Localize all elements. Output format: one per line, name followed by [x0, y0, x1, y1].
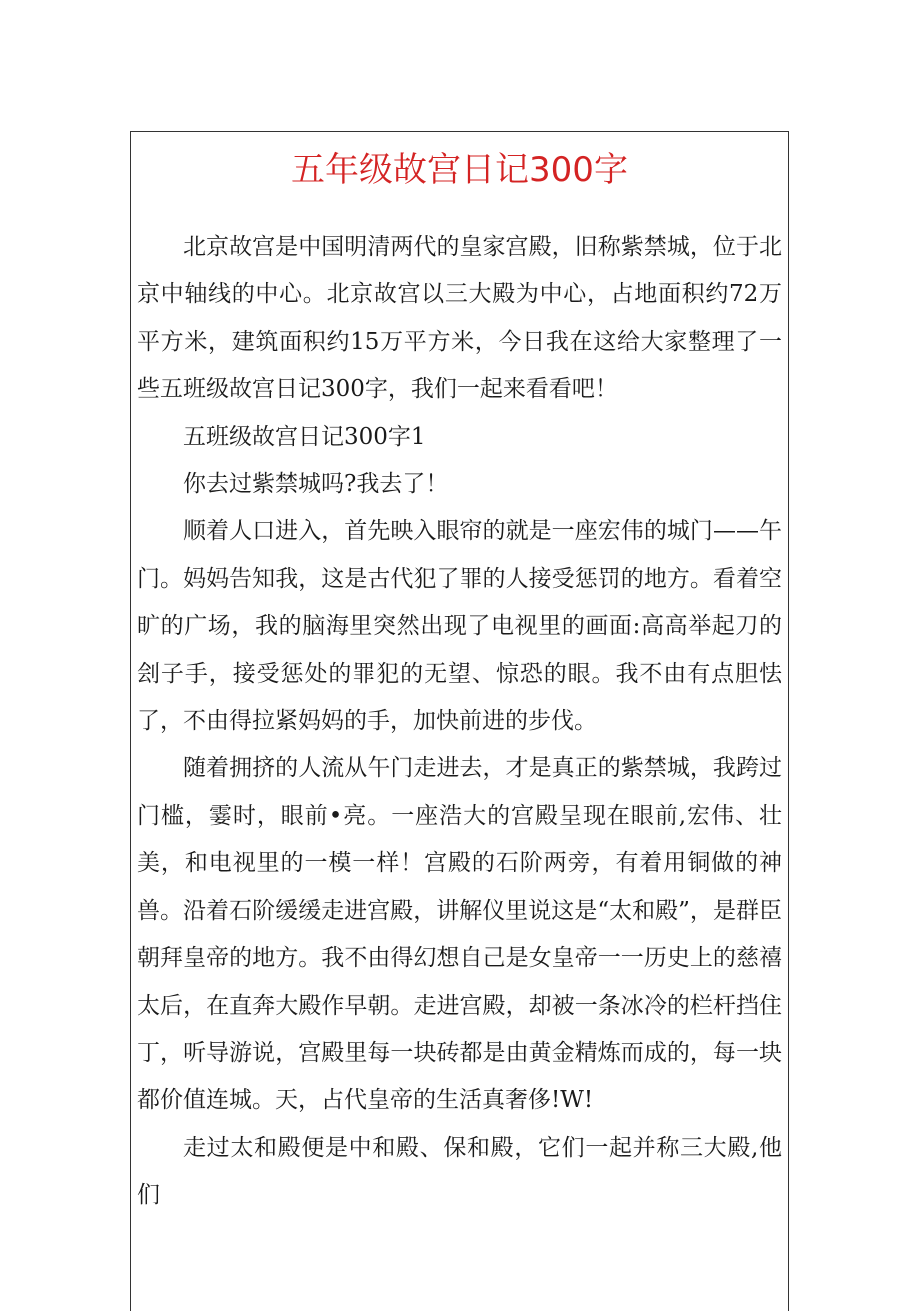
paragraph-intro: 北京故宫是中国明清两代的皇家宫殿，旧称紫禁城，位于北京中轴线的中心。北京故宫以三大殿为中心，占地面积约72万平方米，建筑面积约15万平方米，今日我在这给大家整理了一些五班级故宫日记300字，我们一起来看看吧！: [137, 234, 782, 403]
paragraph-wumen: 顺着人口进入，首先映入眼帘的就是一座宏伟的城门——午门。妈妈告知我，这是古代犯了罪的人接受惩罚的地方。看着空旷的广场，我的脑海里突然出现了电视里的画面:高高举起刀的刽子手，接受惩处的罪犯的无望、惊恐的眼。我不由有点胆怯了，不由得拉紧妈妈的手，加快前进的步伐。: [137, 518, 782, 735]
paragraph-taihedian: 随着拥挤的人流从午门走进去，才是真正的紫禁城，我跨过门槛，霎时，眼前•亮。一座浩大的宫殿呈现在眼前,宏伟、壮美，和电视里的一模一样！宫殿的石阶两旁，有着用铜做的神兽。沿着石阶缓缓走进宫殿，讲解仪里说这是“太和殿”，是群臣朝拜皇帝的地方。我不由得幻想自己是女皇帝一一历史上的慈禧太后，在直奔大殿作早朝。走进宫殿，却被一条冰冷的栏杆挡住丁，听导游说，宫殿里每一块砖都是由黄金精炼而成的，每一块都价值连城。天，占代皇帝的生活真奢侈!W!: [137, 755, 782, 1114]
paragraph-three-halls: 走过太和殿便是中和殿、保和殿，它们一起并称三大殿,他们: [137, 1134, 782, 1209]
paragraph-question: 你去过紫禁城吗?我去了！: [183, 471, 449, 498]
page-frame: [130, 131, 789, 1311]
paragraph-subtitle: 五班级故宫日记300字1: [183, 423, 426, 450]
document-body: [137, 224, 782, 1220]
document-title: 五年级故宫日记300字: [291, 150, 628, 190]
